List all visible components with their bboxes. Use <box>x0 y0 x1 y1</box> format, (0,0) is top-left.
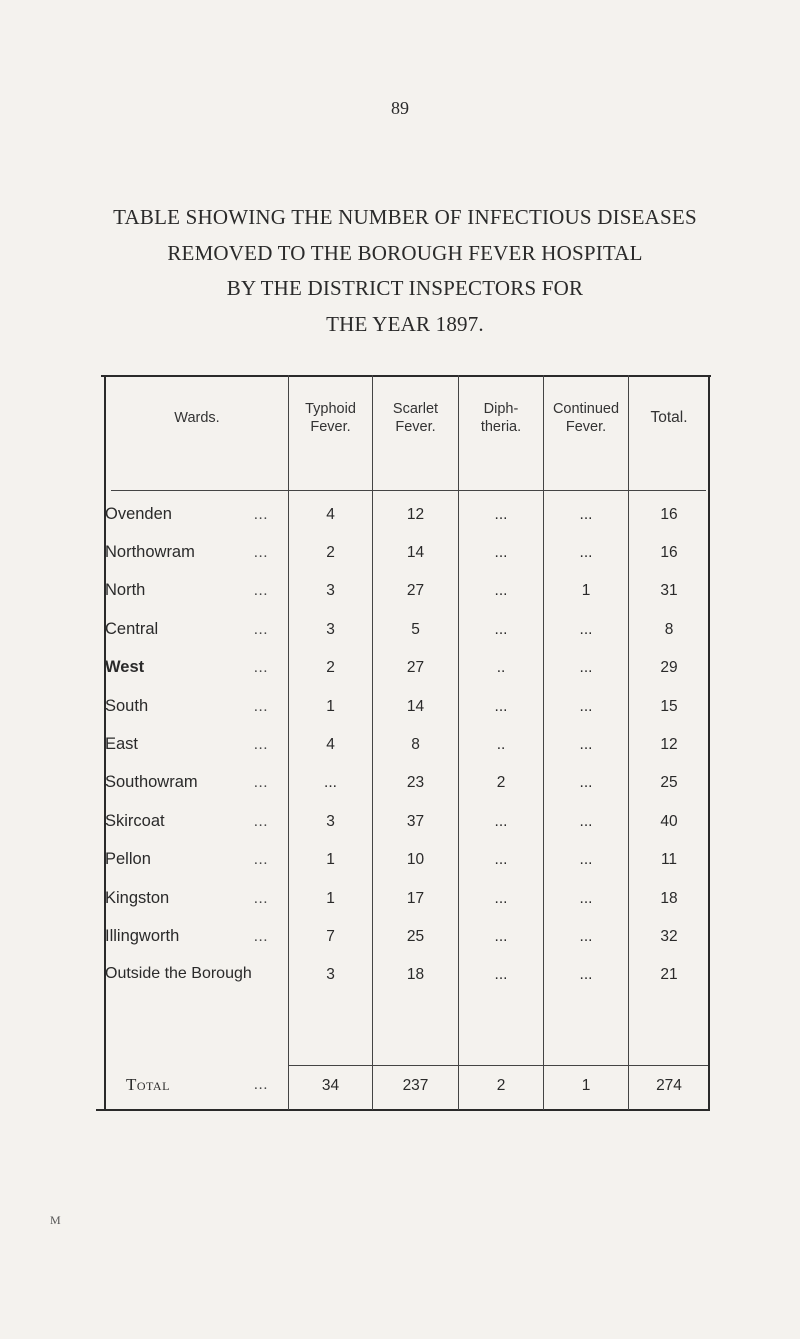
header-continued-line2: Fever. <box>565 419 607 435</box>
bottom-rule <box>96 1109 710 1111</box>
cell-scarlet: 18 <box>406 966 425 983</box>
header-continued <box>544 400 628 436</box>
header-wards: Wards. <box>174 410 220 426</box>
cell-typhoid: 1 <box>326 890 335 907</box>
cell-continued: ... <box>579 659 593 676</box>
title-line-3: BY THE DISTRICT INSPECTORS FOR <box>226 276 584 300</box>
total-scarlet: 237 <box>402 1077 429 1094</box>
ward-name: East <box>105 735 139 753</box>
ward-name: West <box>105 658 145 676</box>
cell-total: 16 <box>660 506 678 523</box>
header-diphtheria-line1: Diph- <box>483 401 519 417</box>
leader-dots: ... <box>254 699 269 715</box>
cell-typhoid: 3 <box>326 621 335 638</box>
title-line-1: TABLE SHOWING THE NUMBER OF INFECTIOUS DISEASES <box>113 205 697 229</box>
ward-name: North <box>105 581 146 599</box>
cell-diphtheria: ... <box>494 813 508 830</box>
cell-diphtheria: ... <box>494 928 508 945</box>
cell-continued: ... <box>579 890 593 907</box>
header-underline <box>111 490 706 491</box>
cell-typhoid: 3 <box>326 966 335 983</box>
cell-diphtheria: .. <box>496 736 506 753</box>
leader-dots: ... <box>254 852 269 868</box>
ward-name: Central <box>105 620 159 638</box>
cell-total: 11 <box>660 851 678 868</box>
cell-diphtheria: 2 <box>496 774 506 791</box>
leader-dots: ... <box>254 660 269 676</box>
cell-continued: ... <box>579 621 593 638</box>
leader-dots: ... <box>254 929 269 945</box>
leader-dots: ... <box>254 507 269 523</box>
ward-name: South <box>105 697 149 715</box>
cell-total: 21 <box>660 966 678 983</box>
ward-name: Southowram <box>105 773 198 791</box>
cell-typhoid: 3 <box>326 582 335 599</box>
cell-diphtheria: ... <box>494 851 508 868</box>
cell-typhoid: 7 <box>326 928 335 945</box>
ward-name: Illingworth <box>105 927 180 945</box>
cell-total: 31 <box>660 582 678 599</box>
cell-scarlet: 25 <box>406 928 425 945</box>
cell-scarlet: 12 <box>406 506 425 523</box>
cell-total: 18 <box>660 890 678 907</box>
top-rule <box>101 375 711 377</box>
total-diphtheria: 2 <box>496 1077 506 1094</box>
header-total: Total. <box>650 409 688 426</box>
header-diphtheria-line2: theria. <box>480 419 522 435</box>
cell-scarlet: 14 <box>406 698 425 715</box>
header-scarlet <box>373 400 458 436</box>
cell-scarlet: 14 <box>406 544 425 561</box>
cell-total: 25 <box>660 774 678 791</box>
cell-diphtheria: ... <box>494 544 508 561</box>
total-total: 274 <box>656 1077 682 1094</box>
cell-scarlet: 23 <box>406 774 425 791</box>
header-scarlet-line1: Scarlet <box>392 401 439 417</box>
cell-total: 15 <box>660 698 678 715</box>
cell-diphtheria: ... <box>494 582 508 599</box>
cell-typhoid: 1 <box>326 698 335 715</box>
cell-typhoid: 4 <box>326 736 335 753</box>
leader-dots: ... <box>254 583 269 599</box>
ward-name: Pellon <box>105 850 151 868</box>
cell-continued: ... <box>579 506 593 523</box>
title-line-2: REMOVED TO THE BOROUGH FEVER HOSPITAL <box>167 240 643 265</box>
cell-scarlet: 17 <box>406 890 425 907</box>
totals-rule-1 <box>288 1065 708 1066</box>
header-typhoid-line2: Fever. <box>310 419 351 435</box>
cell-diphtheria: ... <box>494 506 508 523</box>
cell-typhoid: 4 <box>326 506 335 523</box>
cell-continued: ... <box>579 851 593 868</box>
header-typhoid <box>289 400 372 436</box>
cell-typhoid: ... <box>324 774 337 791</box>
cell-scarlet: 27 <box>406 582 425 599</box>
cell-continued: ... <box>579 813 593 830</box>
ward-name: Ovenden <box>105 505 172 523</box>
header-scarlet-line2: Fever. <box>395 419 436 435</box>
page-title <box>60 200 750 342</box>
disease-table <box>96 375 711 1110</box>
cell-total: 40 <box>660 813 678 830</box>
ward-name: Northowram <box>105 543 195 561</box>
cell-continued: ... <box>579 966 593 983</box>
ward-name: Skircoat <box>105 812 165 830</box>
cell-continued: ... <box>579 736 593 753</box>
ward-name: Kingston <box>105 889 170 907</box>
cell-continued: ... <box>579 544 593 561</box>
leader-dots: ... <box>254 1077 269 1093</box>
cell-diphtheria: ... <box>494 890 508 907</box>
cell-scarlet: 27 <box>406 659 425 676</box>
page-number: 89 <box>391 98 409 118</box>
cell-continued: ... <box>579 698 593 715</box>
cell-total: 12 <box>660 736 678 753</box>
cell-total: 16 <box>660 544 678 561</box>
cell-scarlet: 37 <box>406 813 425 830</box>
header-diphtheria <box>459 400 543 436</box>
leader-dots: ... <box>254 814 269 830</box>
cell-diphtheria: ... <box>494 966 508 983</box>
cell-diphtheria: ... <box>494 621 508 638</box>
totals-label: Total <box>126 1075 170 1094</box>
cell-scarlet: 10 <box>406 851 425 868</box>
cell-continued: ... <box>579 774 593 791</box>
header-typhoid-line1: Typhoid <box>305 401 356 417</box>
leader-dots: ... <box>254 775 269 791</box>
header-continued-line1: Continued <box>552 401 620 417</box>
total-continued: 1 <box>581 1077 591 1094</box>
cell-total: 29 <box>660 659 678 676</box>
leader-dots: ... <box>254 622 269 638</box>
cell-total: 8 <box>664 621 674 638</box>
cell-scarlet: 8 <box>411 736 420 753</box>
cell-typhoid: 3 <box>326 813 335 830</box>
total-typhoid: 34 <box>321 1077 340 1094</box>
cell-typhoid: 2 <box>326 659 335 676</box>
leader-dots: ... <box>254 545 269 561</box>
cell-typhoid: 2 <box>326 544 335 561</box>
cell-scarlet: 5 <box>411 621 420 638</box>
cell-diphtheria: ... <box>494 698 508 715</box>
cell-total: 32 <box>660 928 678 945</box>
cell-diphtheria: .. <box>496 659 506 676</box>
title-line-4: THE YEAR 1897. <box>326 311 484 336</box>
leader-dots: ... <box>254 891 269 907</box>
cell-typhoid: 1 <box>326 851 335 868</box>
cell-continued: ... <box>579 928 593 945</box>
signature-mark: M <box>50 1213 61 1227</box>
cell-continued: 1 <box>581 582 591 599</box>
ward-name: Outside the Borough <box>105 965 252 982</box>
leader-dots: ... <box>254 737 269 753</box>
